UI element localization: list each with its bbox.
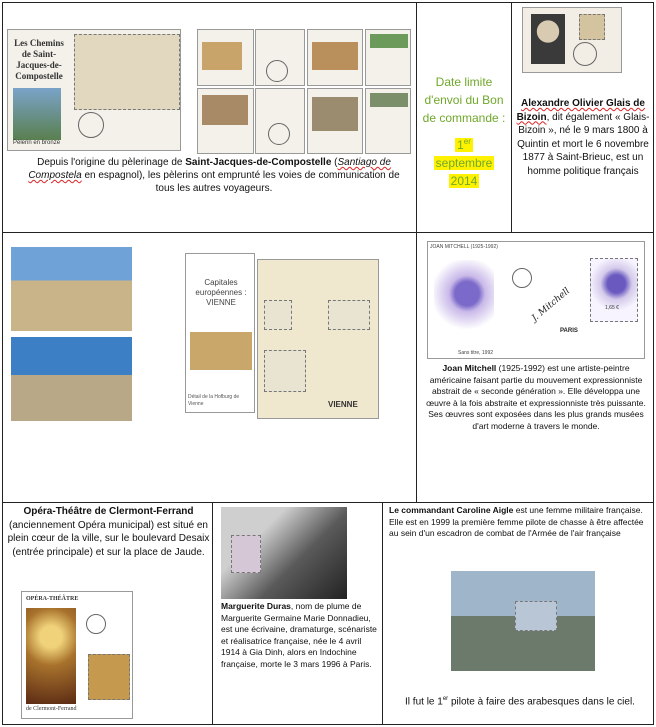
- mitchell-stamp-value: 1,65 €: [605, 305, 619, 311]
- compostelle-card-caption: Pèlerin en bronze: [13, 140, 61, 146]
- vienne-stamp-1: [264, 300, 292, 330]
- compostelle-stamp-sheet: [74, 34, 180, 110]
- glais-portrait-photo: [531, 14, 565, 64]
- duras-panel: [212, 502, 383, 725]
- duras-text: , nom de plume de Marguerite Germaine Marie Donnadieu, est une écrivaine, dramaturge, scénariste et réalisatrice française, née le 4 avril 1914 à Gia Dinh, alors en Indochine française, morte le 3 mars 1996 à Paris.: [221, 601, 377, 669]
- postmark: [268, 123, 290, 145]
- aigle-text: est une femme militaire française. Elle est en 1999 la première femme pilote de chasse à être affectée au sein d'un escadron de combat de l'Armée de l'air française: [389, 505, 644, 538]
- aigle-footer: [389, 693, 651, 708]
- vienne-card-photo: [190, 332, 252, 370]
- opera-panel: [2, 502, 213, 725]
- aigle-name: Le commandant Caroline Aigle: [389, 505, 514, 515]
- aigle-panel: [382, 502, 654, 725]
- vienne-panel: [2, 232, 417, 503]
- glais-description: [516, 97, 650, 178]
- deadline-day-sup: er: [463, 137, 471, 146]
- deadline-date: [421, 133, 507, 190]
- mitchell-description: [423, 363, 649, 432]
- monument-photo: [370, 34, 408, 48]
- glais-cover: [522, 7, 622, 73]
- compostelle-cover-6: [197, 88, 254, 154]
- glais-postmark: [573, 42, 597, 66]
- opera-stamp: [88, 654, 130, 700]
- mitchell-painting: [434, 260, 494, 344]
- duras-description: [221, 601, 379, 670]
- vienne-sheet-label: VIENNE: [328, 400, 358, 409]
- mitchell-panel: [416, 232, 654, 503]
- glais-panel: [511, 2, 654, 233]
- opera-description: [7, 505, 210, 559]
- compostelle-cover-7: [255, 88, 305, 154]
- deadline-label: Date limite d'envoi du Bon de commande :: [422, 75, 506, 125]
- deadline-panel: [416, 2, 512, 233]
- compostelle-cover-main: [7, 29, 181, 151]
- mitchell-painting-caption: Sans titre, 1992: [458, 350, 494, 356]
- mitchell-signature: J. Mitchell: [530, 286, 573, 324]
- mitchell-stamp: [590, 258, 638, 322]
- compostelle-text-b: Saint-Jacques-de-Compostelle: [185, 157, 332, 168]
- vienne-card-caption: Détail de la Hofburg de Vienne: [188, 394, 240, 407]
- glais-name: Alexandre Olivier Glais de Bizoin: [516, 98, 645, 123]
- compostelle-panel: [2, 2, 417, 233]
- aigle-footer-sup: er: [442, 696, 449, 702]
- compostelle-text-a: Depuis l'origine du pèlerinage de: [37, 157, 186, 168]
- aigle-stamp: [515, 601, 557, 631]
- duras-name: Marguerite Duras: [221, 601, 291, 611]
- deadline-day-num: 1: [457, 138, 464, 152]
- vienne-stamp-sheet: [257, 259, 379, 419]
- compostelle-cover-3: [255, 29, 305, 86]
- compostelle-card-title: Les Chemins de Saint-Jacques-de-Compostelle: [14, 38, 64, 81]
- monument-photo: [370, 93, 408, 107]
- opera-title: Opéra-Théâtre de Clermont-Ferrand: [23, 506, 194, 517]
- vienne-stamp-2: [328, 300, 370, 330]
- compostelle-postmark: [78, 112, 104, 138]
- monument-photo: [312, 97, 358, 131]
- pilgrim-statue-photo: [13, 88, 61, 140]
- mitchell-city: PARIS: [560, 328, 578, 334]
- monument-photo: [202, 95, 248, 125]
- compostelle-cover-2: [197, 29, 254, 86]
- postmark: [266, 60, 288, 82]
- opera-card-caption: de Clermont-Ferrand: [26, 706, 77, 712]
- opera-cover: [21, 591, 133, 719]
- aigle-footer-a: Il fut le 1: [405, 696, 443, 708]
- aigle-description: [389, 505, 651, 540]
- opera-postmark: [86, 614, 106, 634]
- vienne-stamp-3: [264, 350, 306, 392]
- glais-text: , dit également « Glais-Bizoin », né le 9 mars 1800 à Quintin et mort le 6 novembre 1877 à Saint-Brieuc, est un homme politique français: [517, 111, 650, 177]
- mitchell-cover: [427, 241, 645, 359]
- duras-photo: [221, 507, 347, 599]
- compostelle-cover-5: [365, 29, 411, 86]
- mitchell-text: (1925-1992) est une artiste-peintre américaine faisant partie du mouvement expressionniste abstrait de « seconde génération ». Elle développa une œuvre à la fois abstraite et expressionniste très puissante. Ses œuvres sont exposées dans les plus grands musées d'art moderne à travers le monde.: [426, 363, 646, 431]
- monument-photo: [312, 42, 358, 70]
- mitchell-postmark: [512, 268, 532, 288]
- deadline-text: [421, 73, 507, 190]
- deadline-year: 2014: [450, 174, 478, 188]
- monument-photo: [202, 42, 242, 70]
- vienne-card-title: Capitales européennes : VIENNE: [195, 278, 247, 307]
- opera-interior-photo: [26, 608, 76, 704]
- duras-stamp: [231, 535, 261, 573]
- vienne-card: [185, 253, 255, 413]
- compostelle-text-d: Santiago de Compostela: [28, 157, 391, 181]
- deadline-day: [455, 138, 473, 152]
- glais-stamp: [579, 14, 605, 40]
- compostelle-cover-8: [307, 88, 363, 154]
- opera-card-title: OPÉRA-THÉÂTRE: [26, 596, 79, 602]
- aigle-photo: [451, 571, 595, 671]
- mitchell-name: Joan Mitchell: [442, 363, 497, 373]
- hofburg-photo: [11, 247, 132, 331]
- compostelle-cover-4: [307, 29, 363, 86]
- karlskirche-photo: [11, 337, 132, 421]
- compostelle-text-c: (: [331, 157, 338, 168]
- compostelle-description: [19, 156, 409, 195]
- mitchell-card-header: JOAN MITCHELL (1925-1992): [430, 244, 498, 250]
- compostelle-cover-9: [365, 88, 411, 154]
- opera-text: (anciennement Opéra municipal) est situé en plein cœur de la ville, sur le boulevard Desaix (entrée principale) et sur la place de Jaude.: [7, 519, 210, 558]
- aigle-footer-b: pilote à faire des arabesques dans le ciel.: [448, 696, 635, 708]
- compostelle-text-e: en espagnol), les pèlerins ont emprunté les voies de communication de tous les autres voyageurs.: [81, 170, 400, 194]
- deadline-month: septembre: [435, 156, 493, 170]
